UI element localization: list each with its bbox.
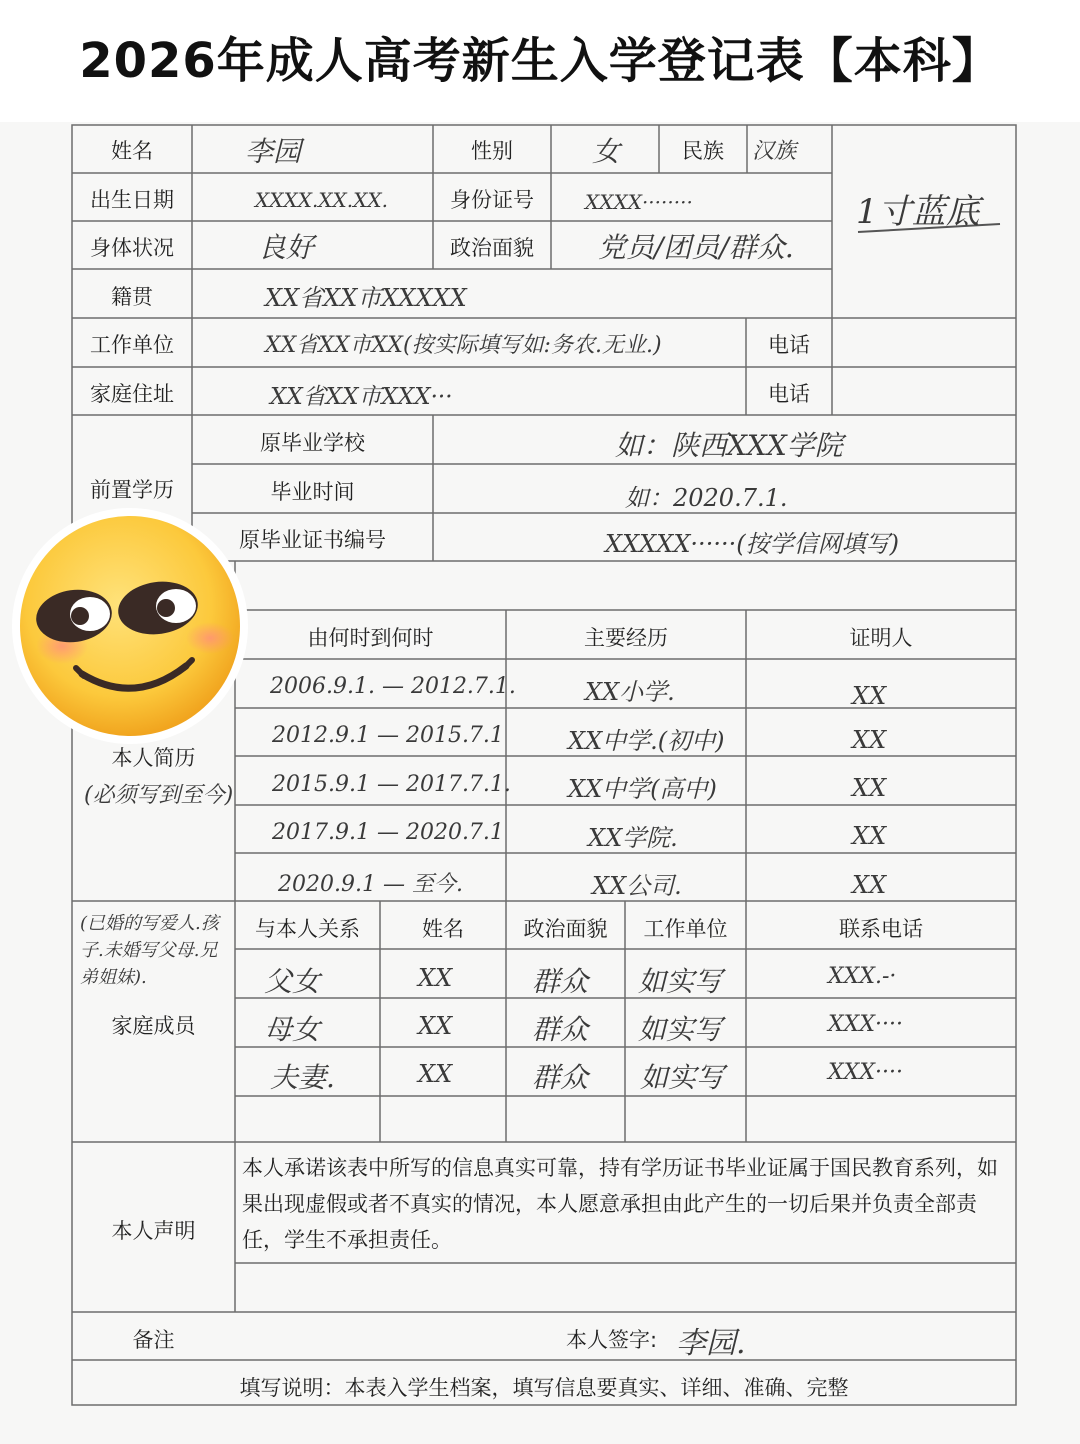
family-header-phone: 联系电话 <box>839 917 923 941</box>
family-relation: 夫妻. <box>270 1061 335 1094</box>
resume-period: 2015.9.1 — 2017.7.1. <box>272 772 511 797</box>
family-relation: 父女 <box>264 965 321 998</box>
resume-header-exp: 主要经历 <box>584 626 668 650</box>
political-value: 党员/团员/群众. <box>598 231 794 264</box>
resume-witness: XX <box>852 871 887 899</box>
page-title: 2026年成人高考新生入学登记表【本科】 <box>79 33 1001 89</box>
registration-form <box>0 122 1080 1444</box>
family-phone: XXX.-· <box>828 964 897 989</box>
family-work: 如实写 <box>640 1061 725 1094</box>
work-phone-label: 电话 <box>768 333 810 357</box>
family-header-name: 姓名 <box>422 917 464 941</box>
family-header-work: 工作单位 <box>643 917 728 941</box>
family-phone: XXX···· <box>828 1060 903 1085</box>
resume-label: 本人简历 <box>111 746 196 770</box>
health-label: 身体状况 <box>90 236 174 260</box>
hometown-value: XX省XX市XXXXX <box>265 284 467 312</box>
resume-exp: XX中学(高中) <box>568 775 717 803</box>
work-value: XX省XX市XX(按实际填写如:务农.无业.) <box>265 333 662 358</box>
resume-witness: XX <box>852 822 887 850</box>
family-name: XX <box>418 1012 453 1040</box>
resume-witness: XX <box>852 726 887 754</box>
resume-exp: XX中学.(初中) <box>568 727 725 755</box>
resume-note: (必须写到至今) <box>84 783 234 808</box>
resume-period: 2012.9.1 — 2015.7.1 <box>272 723 504 748</box>
ethnic-value: 汉族 <box>752 139 797 164</box>
prior-time-value: 如：2020.7.1. <box>625 484 788 512</box>
political-label: 政治面貌 <box>450 236 534 260</box>
id-label: 身份证号 <box>450 188 534 212</box>
remarks-label: 备注 <box>132 1328 175 1352</box>
home-phone-label: 电话 <box>768 382 810 406</box>
resume-period: 2017.9.1 — 2020.7.1 <box>272 820 504 845</box>
resume-exp: XX公司. <box>592 872 682 900</box>
family-header-relation: 与本人关系 <box>255 917 360 941</box>
resume-witness: XX <box>852 682 887 710</box>
health-value: 良好 <box>258 231 315 264</box>
prior-school-value: 如：陕西XXX学院 <box>615 429 843 462</box>
prior-time-label: 毕业时间 <box>270 480 355 504</box>
ethnic-label: 民族 <box>682 139 724 163</box>
resume-exp: XX学院. <box>588 824 678 852</box>
family-label: 家庭成员 <box>111 1014 196 1038</box>
prior-cert-label: 原毕业证书编号 <box>239 528 386 552</box>
prior-cert-value: XXXXX······(按学信网填写) <box>605 530 899 558</box>
family-political: 群众 <box>532 1013 589 1046</box>
birth-value: XXXX.XX.XX. <box>255 188 388 212</box>
footer-instruction: 填写说明：本表入学生档案，填写信息要真实、详细、准确、完整 <box>239 1376 849 1400</box>
family-phone: XXX···· <box>828 1012 903 1037</box>
id-value: XXXX········ <box>585 190 693 214</box>
family-relation: 母女 <box>264 1013 321 1046</box>
resume-exp: XX小学. <box>585 678 675 706</box>
signature-value: 李园. <box>676 1326 746 1361</box>
name-value: 李园 <box>245 135 302 168</box>
gender-value: 女 <box>592 135 621 168</box>
declaration-text: 本人承诺该表中所写的信息真实可靠，持有学历证书毕业证属于国民教育系列，如果出现虚假或者不真实的情况，本人愿意承担由此产生的一切后果并负责全部责任，学生不承担责任。 <box>242 1156 998 1252</box>
family-name: XX <box>418 1060 453 1088</box>
resume-header-witness: 证明人 <box>849 626 913 650</box>
family-work: 如实写 <box>638 965 723 998</box>
birth-label: 出生日期 <box>90 188 174 212</box>
hometown-label: 籍贯 <box>111 285 153 309</box>
family-note: (已婚的写爱人.孩子.未婚写父母.兄弟姐妹). <box>80 913 219 988</box>
photo-note: 1寸蓝底 <box>856 192 980 232</box>
home-value: XX省XX市XXX··· <box>270 384 453 410</box>
resume-period: 2020.9.1 — 至今. <box>278 872 463 897</box>
family-name: XX <box>418 964 453 992</box>
gender-label: 性别 <box>471 139 513 163</box>
name-label: 姓名 <box>111 139 153 163</box>
work-label: 工作单位 <box>90 333 174 357</box>
family-work: 如实写 <box>638 1013 723 1046</box>
smiley-emoji-icon <box>10 506 250 746</box>
prior-school-label: 原毕业学校 <box>260 431 365 455</box>
resume-period: 2006.9.1. — 2012.7.1. <box>270 674 516 699</box>
home-label: 家庭住址 <box>90 382 174 406</box>
family-header-political: 政治面貌 <box>523 917 608 941</box>
resume-witness: XX <box>852 774 887 802</box>
family-political: 群众 <box>532 1061 589 1094</box>
prior-label: 前置学历 <box>90 478 174 502</box>
signature-label: 本人签字: <box>566 1328 658 1352</box>
resume-header-period: 由何时到何时 <box>307 626 434 650</box>
family-political: 群众 <box>532 965 589 998</box>
declaration-label: 本人声明 <box>111 1219 196 1243</box>
